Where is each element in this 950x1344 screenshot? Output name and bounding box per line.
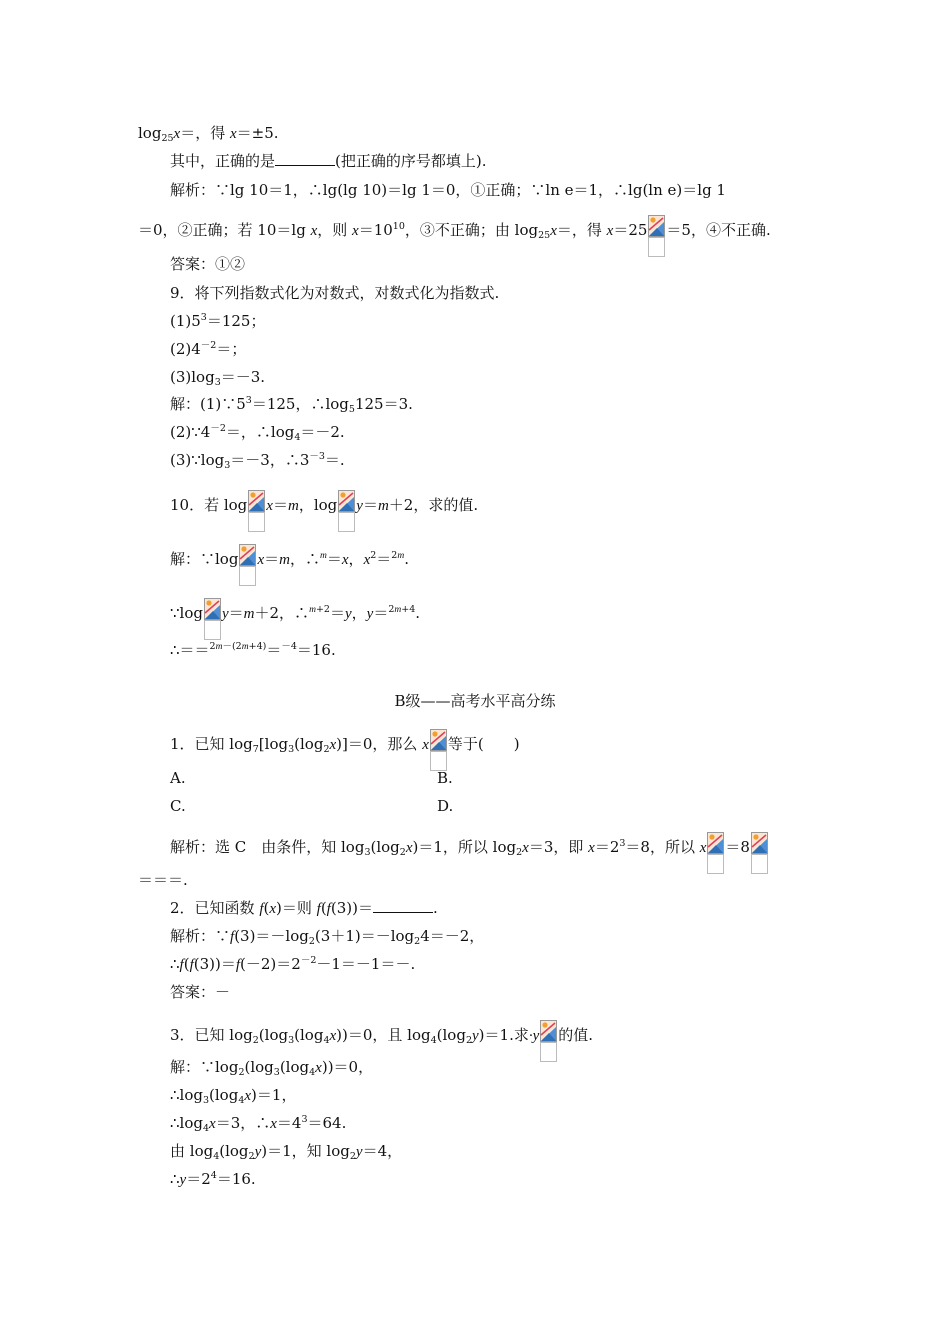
solution-line: $\therefore f(f(3))=f(-2)=2^{-2}-1=-1=-$. <box>170 955 416 973</box>
image-placeholder-icon <box>751 832 768 874</box>
solution-line: 解析：选 C 由条件，知 $\log_3(\log_2x)=1$，所以 $\log_2x=3$，即 $x=2^3=8$，所以 x ＝8 <box>170 832 769 874</box>
image-placeholder-icon <box>648 215 665 257</box>
question-1-title: 1．已知 $\log_7[\log_3(\log_2x)]=0$，那么 x 等于( ) <box>170 729 520 771</box>
question-prompt: 其中，正确的是 (把正确的序号都填上). <box>170 152 487 170</box>
text-line: $(1)5^3=125$； <box>170 312 266 330</box>
solution-line: $\therefore\log_4x=3$，$\therefore x=4^3=64$. <box>170 1114 347 1134</box>
solution-line: ∴＝＝$^{2m-(2m+4)}$＝$^{-4}$＝16. <box>170 641 336 659</box>
image-placeholder-icon <box>338 490 355 532</box>
question-10-title: 10．若 log x＝m，log y＝m＋2，求的值. <box>170 490 478 532</box>
text-line: $\log_{25}x=$，得 x＝±5. <box>138 124 279 144</box>
question-9-title: 9．将下列指数式化为对数式，对数式化为指数式. <box>170 284 500 302</box>
section-heading: B级——高考水平高分练 <box>394 692 556 710</box>
solution-line: $\therefore\log_3(\log_4x)=1$， <box>170 1086 297 1106</box>
solution-line: 解：$\because\log_2(\log_3(\log_4x))=0$， <box>170 1058 374 1078</box>
solution-line: $(2)\because 4^{-2}=$，$\therefore\log_4=-2$. <box>170 423 345 443</box>
solution-line: $\therefore y=2^4=16$. <box>170 1170 256 1188</box>
solution-line: 解：$(1)\because 5^3=125$，$\therefore\log_5125=3$. <box>170 395 413 415</box>
solution-line: ＝0，②正确；若 10＝lg x，则 $x=10^{10}$，③不正确；由 $\log_{25}x=$，得 x＝25 ＝5，④不正确. <box>138 215 771 257</box>
image-placeholder-icon <box>204 598 221 640</box>
solution-line: 解析：∵lg 10＝1，∴lg(lg 10)＝lg 1＝0，①正确；∵ln e＝1，∴lg(ln e)＝lg 1 <box>170 181 726 199</box>
image-placeholder-icon <box>239 544 256 586</box>
text-line: $(3)\log_3=-3$. <box>170 368 266 388</box>
question-3-title: 3．已知 $\log_2(\log_3(\log_4x))=0$，且 $\log_4(\log_2y)=1$.求·y 的值. <box>170 1020 593 1062</box>
option-a: A. <box>170 769 186 787</box>
solution-line: $(3)\because\log_3=-3$，$\therefore 3^{-3}=$. <box>170 451 345 471</box>
solution-line: 解析：$\because f(3)=-\log_2(3+1)=-\log_24=-2$， <box>170 927 485 947</box>
image-placeholder-icon <box>707 832 724 874</box>
question-2-title: 2．已知函数 f(x)＝则 f(f(3))＝ . <box>170 899 438 917</box>
image-placeholder-icon <box>540 1020 557 1062</box>
solution-line: ∵log y＝m＋2，∴$^{m+2}$＝y，y＝$^{2m+4}$. <box>170 598 420 640</box>
answer-line: 答案：①② <box>170 255 246 273</box>
image-placeholder-icon <box>430 729 447 771</box>
solution-line: 由 $\log_4(\log_2y)=1$，知 $\log_2y=4$， <box>170 1142 403 1162</box>
image-placeholder-icon <box>248 490 265 532</box>
option-d: D. <box>437 797 454 815</box>
option-c: C. <box>170 797 186 815</box>
answer-line: 答案：－ <box>170 983 231 1001</box>
solution-line: 解：∵log x＝m，∴$^m$＝x，$x^2=^{2m}$. <box>170 544 409 586</box>
option-b: B. <box>437 769 453 787</box>
text-line: $(2)4^{-2}=$； <box>170 340 247 358</box>
solution-line: ＝＝＝. <box>138 871 188 889</box>
